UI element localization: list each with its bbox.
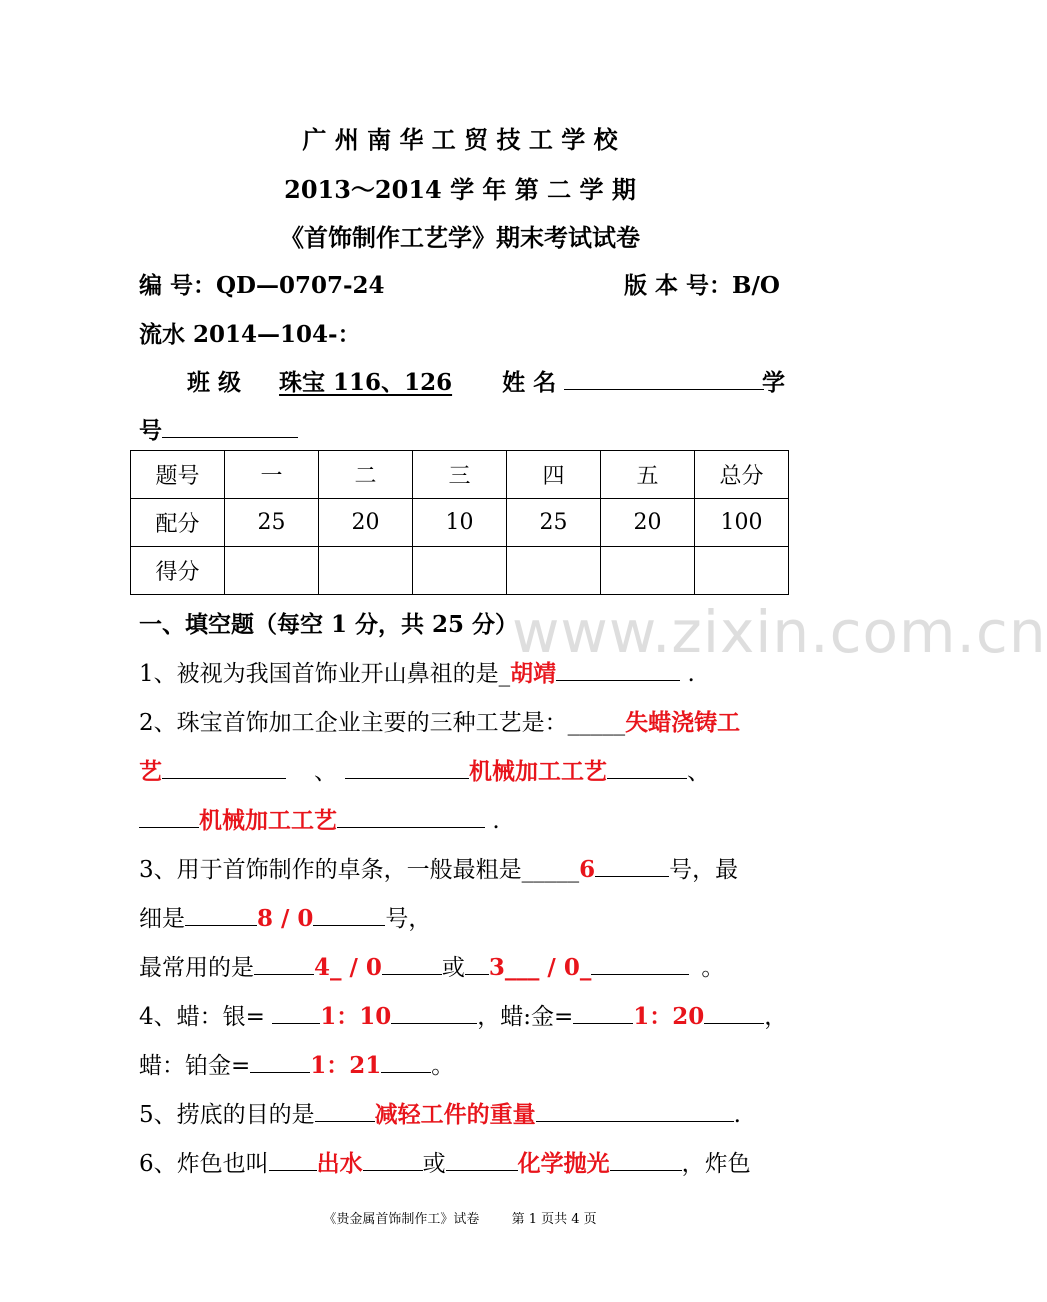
score-cell[interactable] [319,547,413,595]
question-4-cont: 蜡：铂金= 1：21 。 [139,1052,455,1079]
school-name: 广 州 南 华 工 贸 技 工 学 校 [302,125,618,154]
question-1: 1、被视为我国首饰业开山鼻祖的是_胡靖 . [139,660,695,687]
header-cell: 五 [601,451,695,499]
footer-title: 《贵金属首饰制作工》试卷 [323,1212,480,1227]
score-cell[interactable] [413,547,507,595]
score-table [130,450,789,595]
points-cell: 100 [695,499,789,547]
score-row [131,547,789,595]
answer-2c: 机械加工工艺 [199,807,337,834]
class-label: 班 级 [187,369,242,396]
footer-page: 第 1 页共 4 页 [511,1212,597,1227]
question-3-cont: 细是 8 / 0 号， [139,905,432,932]
answer-6a: 出水 [316,1150,363,1177]
question-5: 5、捞底的目的是 减轻工件的重量 . [139,1101,741,1128]
score-cell[interactable] [695,547,789,595]
answer-4c: 1：21 [310,1052,382,1079]
header-cell: 四 [507,451,601,499]
student-no-label-1: 学 [762,369,785,396]
answer-6b: 化学抛光 [517,1150,610,1177]
score-cell[interactable] [601,547,695,595]
score-table-header-row [131,451,789,499]
answer-3c: 4_ / 0 [314,954,382,981]
points-label: 配分 [131,499,225,547]
header-cell: 一 [225,451,319,499]
answer-3a: 6 [579,856,596,883]
answer-2b: 机械加工工艺 [469,758,607,785]
name-blank[interactable] [564,367,764,390]
question-6: 6、炸色也叫 出水 或 化学抛光 ，炸色 [139,1150,751,1177]
name-label: 姓 名 [502,369,557,396]
answer-4a: 1：10 [320,1003,392,1030]
serial-number: 流水 2014—104-： [139,321,361,348]
student-no-blank[interactable] [162,415,298,438]
score-label: 得分 [131,547,225,595]
answer-3b: 8 / 0 [257,905,314,932]
answer-4b: 1：20 [633,1003,705,1030]
header-cell: 题号 [131,451,225,499]
term-title: 2013～2014 学 年 第 二 学 期 [284,175,636,204]
answer-5: 减轻工件的重量 [374,1101,536,1128]
header-cell: 二 [319,451,413,499]
header-cell: 三 [413,451,507,499]
class-row [187,364,764,397]
class-value: 珠宝 116、126 [279,369,453,396]
points-cell: 25 [507,499,601,547]
question-2: 2、珠宝首饰加工企业主要的三种工艺是：_____失蜡浇铸工 [139,709,741,736]
points-cell: 20 [601,499,695,547]
points-cell: 20 [319,499,413,547]
document-code: 编 号：QD—0707-24 [139,272,385,299]
score-cell[interactable] [507,547,601,595]
student-no-row [139,412,298,445]
points-cell: 10 [413,499,507,547]
answer-3d: 3___ / 0_ [488,954,592,981]
section-title: 一、填空题（每空 1 分，共 25 分） [139,611,519,638]
question-2-cont2: 机械加工工艺 . [139,802,500,835]
question-2-cont: 艺 、 机械加工工艺 、 [139,758,710,785]
points-row [131,499,789,547]
question-3: 3、用于首饰制作的卓条，一般最粗是_____6 号，最 [139,856,739,883]
question-4: 4、蜡：银= 1：10 ，蜡:金= 1：20 ， [139,1003,788,1030]
page-footer [0,1208,920,1227]
header-cell: 总分 [695,451,789,499]
exam-title: 《首饰制作工艺学》期末考试试卷 [280,223,640,252]
question-3-cont2: 最常用的是 4_ / 0 或 3___ / 0_ 。 [139,954,725,981]
answer-1: 胡靖 [510,660,557,687]
points-cell: 25 [225,499,319,547]
answer-2a: 失蜡浇铸工 [625,709,741,736]
version-number: 版 本 号：B/O [624,272,780,299]
score-cell[interactable] [225,547,319,595]
student-no-label-2: 号 [139,417,162,444]
watermark: www.zixin.com.cn [512,598,1047,666]
